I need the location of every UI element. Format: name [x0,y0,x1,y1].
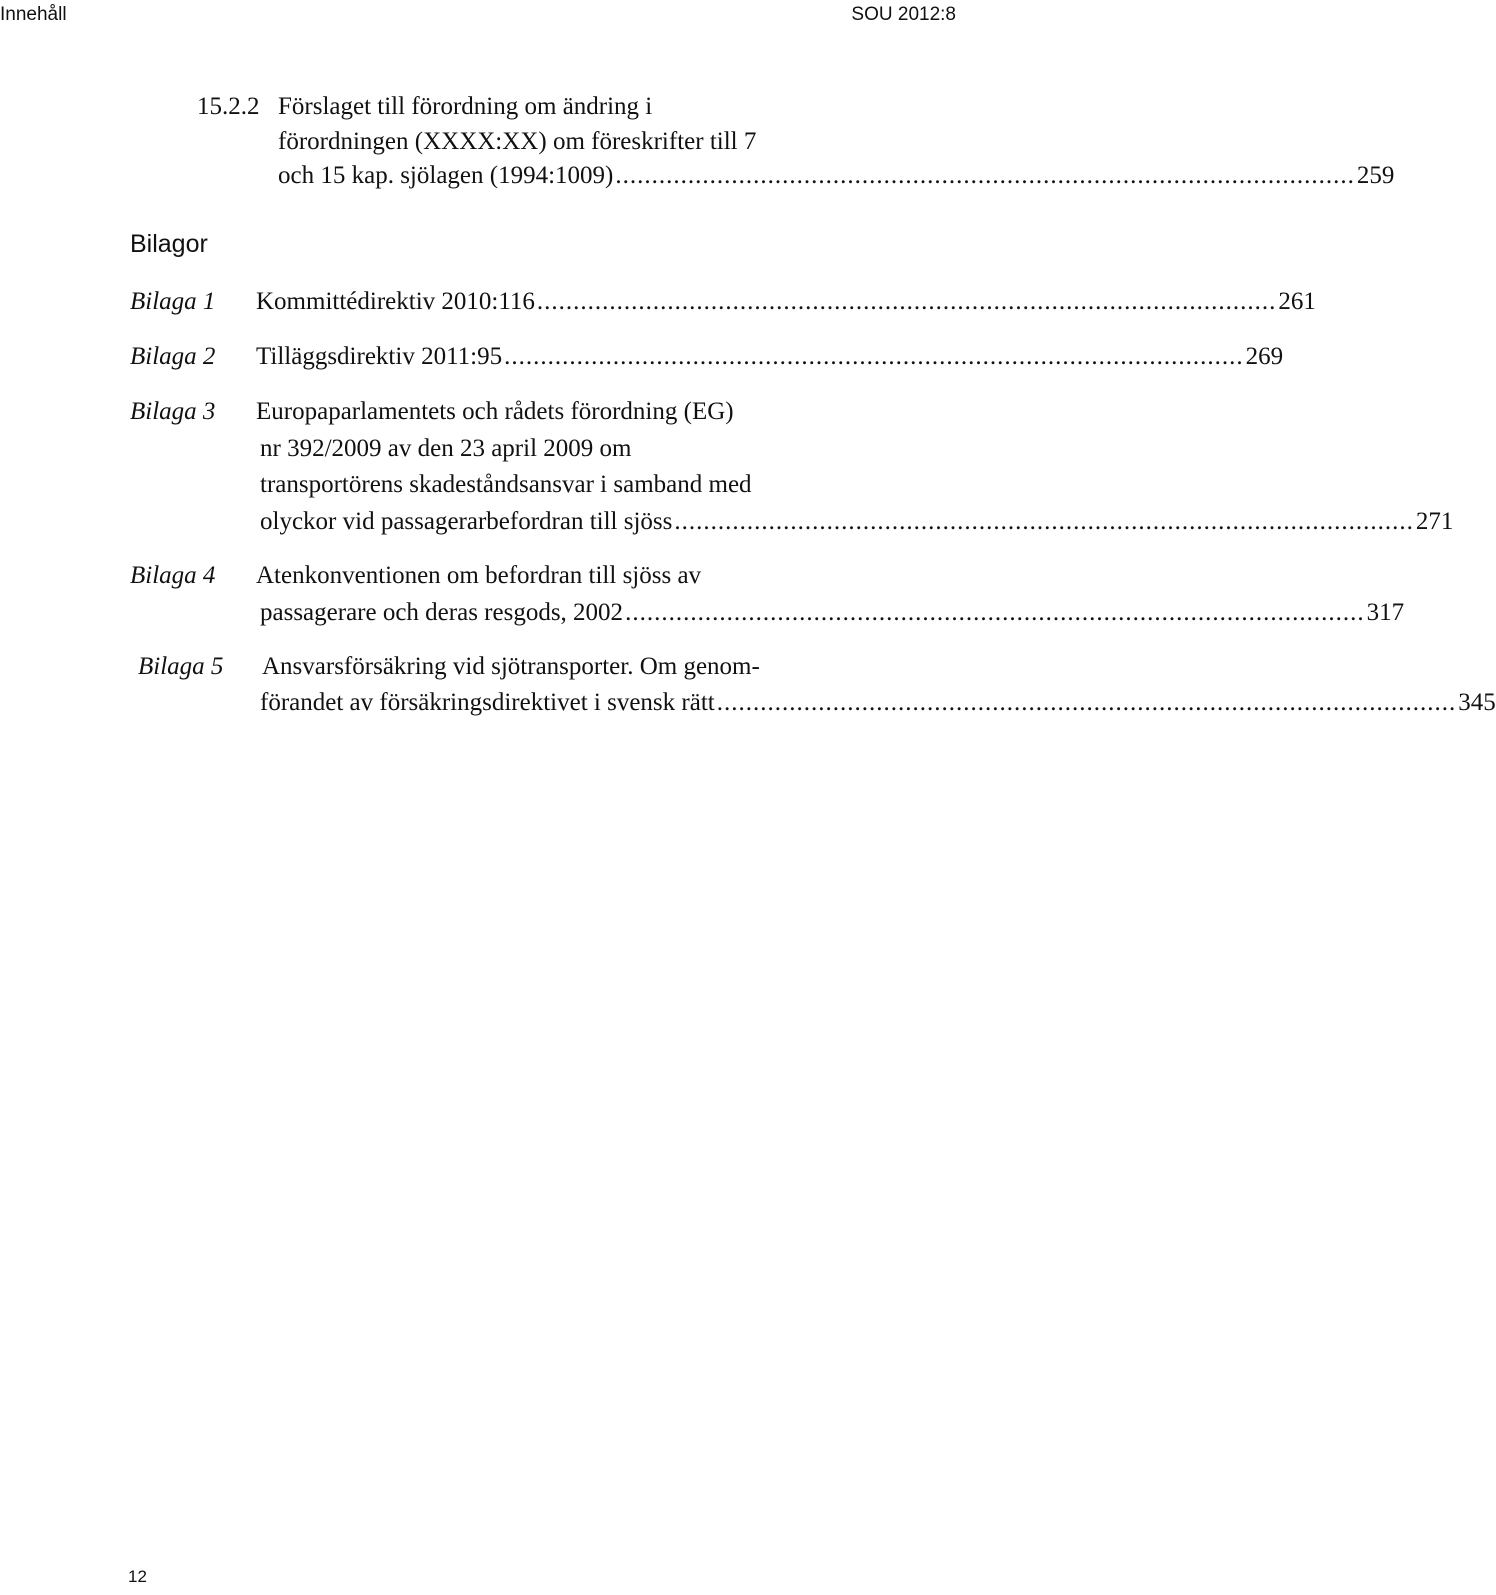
bilaga-title: olyckor vid passagerarbefordran till sjöss [260,508,673,535]
bilaga-title-line: Atenkonventionen om befordran till sjöss av [256,562,702,589]
bilaga-entry-last-line [260,685,1496,720]
leader-dots: ...................................................................................................... [536,288,1277,315]
bilaga-entry-last-line [260,504,1454,539]
bilaga-entry [256,284,1316,319]
section-title-line-2: förordningen (XXXX:XX) om föreskrifter till 7 [278,128,757,155]
section-page: 259 [1356,162,1395,189]
leader-dots: ...................................................................................................... [625,599,1365,626]
bilaga-page: 345 [1458,689,1496,716]
leader-dots: ...................................................................................................... [716,689,1457,716]
section-title-line-3 [278,158,1395,193]
bilaga-page: 317 [1366,599,1405,626]
leader-dots: ...................................................................................................... [674,508,1414,535]
bilaga-label: Bilaga 2 [130,343,216,370]
page-number: 12 [128,1567,147,1586]
leader-dots: ...................................................................................................... [504,343,1244,370]
bilaga-label: Bilaga 4 [130,562,216,589]
bilaga-entry [256,339,1284,374]
bilaga-entry-last-line [260,595,1405,630]
section-number: 15.2.2 [197,93,260,120]
bilaga-title: Tilläggsdirektiv 2011:95 [256,343,503,370]
bilaga-page: 269 [1245,343,1284,370]
bilaga-title: förandet av försäkringsdirektivet i svensk rätt [260,689,715,716]
bilaga-title-line: nr 392/2009 av den 23 april 2009 om [260,435,632,462]
section-title-text: och 15 kap. sjölagen (1994:1009) [278,162,614,189]
bilaga-title: Kommittédirektiv 2010:116 [256,288,535,315]
bilaga-label: Bilaga 1 [130,288,216,315]
bilaga-title-line: transportörens skadeståndsansvar i samband med [260,471,752,498]
section-title-line-1: Förslaget till förordning om ändring i [278,93,653,120]
bilaga-page: 271 [1415,508,1454,535]
bilaga-title-line: Europaparlamentets och rådets förordning (EG) [256,398,734,425]
leader-dots: ...................................................................................................... [615,162,1355,189]
bilaga-page: 261 [1278,288,1316,315]
bilagor-heading: Bilagor [130,230,208,258]
running-header-right: SOU 2012:8 [851,4,956,25]
bilaga-label: Bilaga 5 [138,653,224,680]
bilaga-title: passagerare och deras resgods, 2002 [260,599,624,626]
running-header-left: Innehåll [0,4,67,25]
bilaga-title-line: Ansvarsförsäkring vid sjötransporter. Om genom- [262,653,760,680]
bilaga-label: Bilaga 3 [130,398,216,425]
